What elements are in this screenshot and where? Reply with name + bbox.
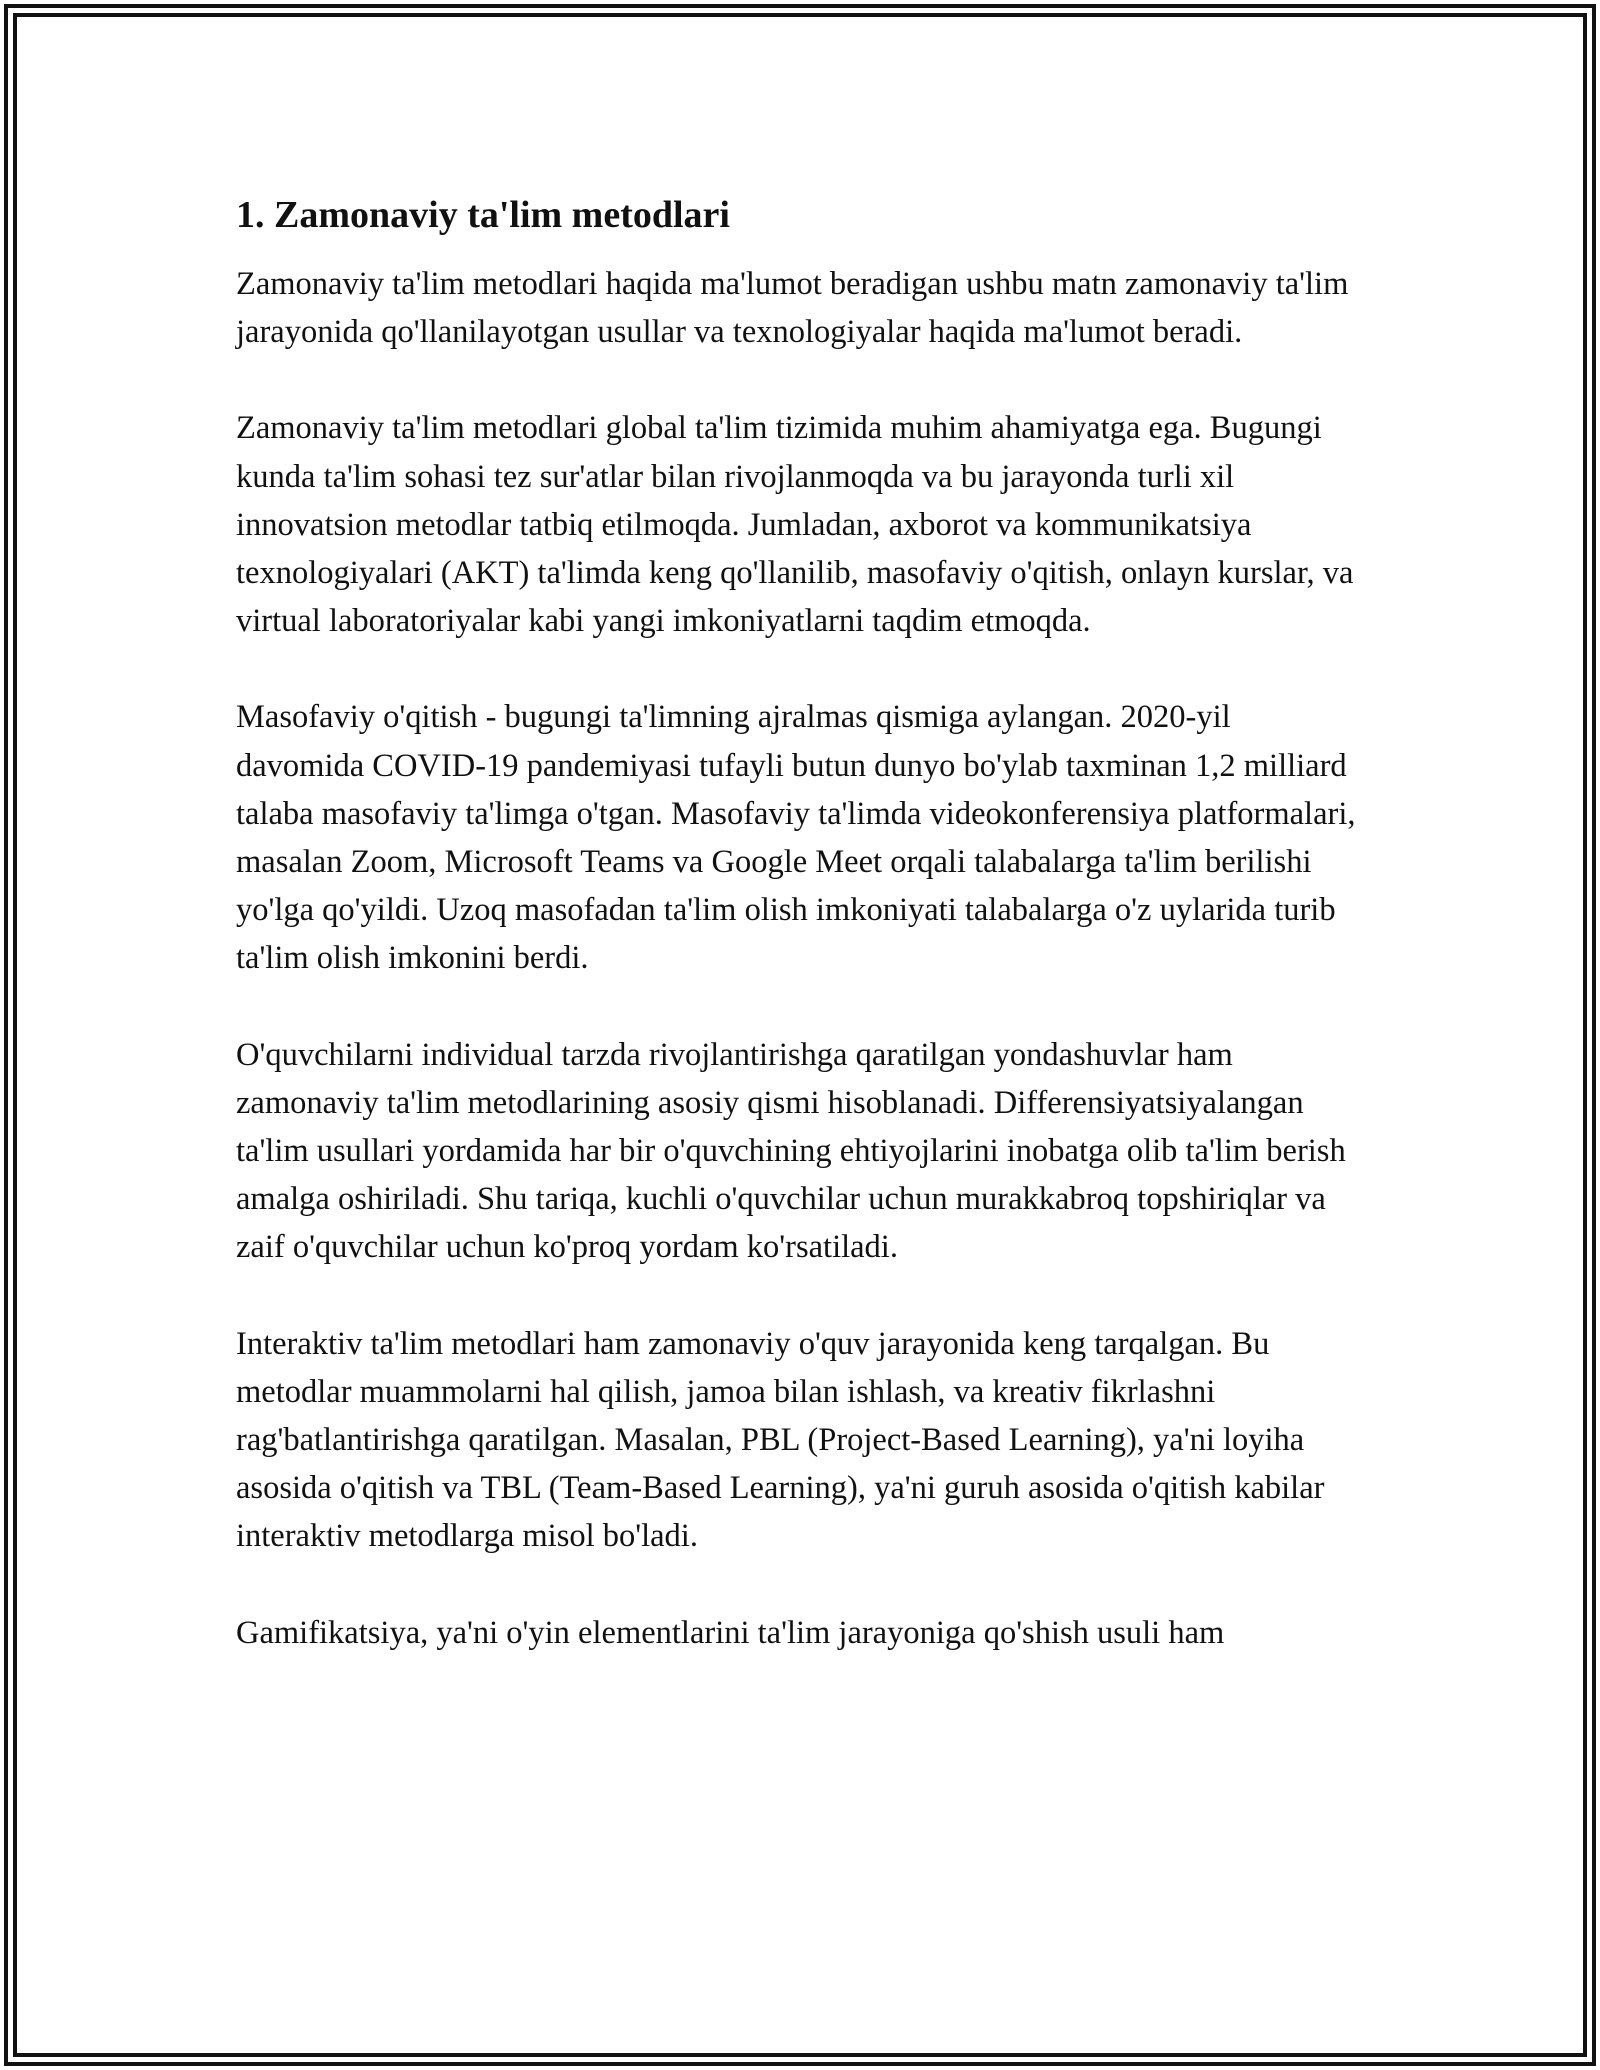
paragraph-intro: Zamonaviy ta'lim metodlari haqida ma'lumot beradigan ushbu matn zamonaviy ta'lim jarayonida qo'llanilayotgan usullar va texnologiyalar haqida ma'lumot beradi. [236,266,1349,351]
section-heading: 1. Zamonaviy ta'lim metodlari [236,194,730,236]
paragraph-distance-learning: Masofaviy o'qitish - bugungi ta'limning ajralmas qismiga aylangan. 2020-yil davomida COVID-19 pandemiyasi tufayli butun dunyo bo'ylab taxminan 1,2 milliard talaba masofaviy ta'limga o'tgan. Masofaviy ta'limda videokonferensiya platformalari, masalan Zoom, Microsoft Teams va Google Meet orqali talabalarga ta'lim berilishi yo'lga qo'yildi. Uzoq masofadan ta'lim olish imkoniyati talabalarga o'z uylarida turib ta'lim olish imkonini berdi. [236,699,1356,977]
document-body [236,188,1366,1657]
paragraph-gamification: Gamifikatsiya, ya'ni o'yin elementlarini ta'lim jarayoniga qo'shish usuli ham [236,1614,1225,1651]
paragraph-individual-approach: O'quvchilarni individual tarzda rivojlantirishga qaratilgan yondashuvlar ham zamonaviy ta'lim metodlarining asosiy qismi hisoblanadi. Differensiyatsiyalangan ta'lim usullari yordamida har bir o'quvchining ehtiyojlarini inobatga olib ta'lim berish amalga oshiriladi. Shu tariqa, kuchli o'quvchilar uchun murakkabroq topshiriqlar va zaif o'quvchilar uchun ko'proq yordam ko'rsatiladi. [236,1036,1346,1266]
paragraph-global-importance: Zamonaviy ta'lim metodlari global ta'lim tizimida muhim ahamiyatga ega. Bugungi kunda ta'lim sohasi tez sur'atlar bilan rivojlanmoqda va bu jarayonda turli xil innovatsion metodlar tatbiq etilmoqda. Jumladan, axborot va kommunikatsiya texnologiyalari (AKT) ta'limda keng qo'llanilib, masofaviy o'qitish, onlayn kurslar, va virtual laboratoriyalar kabi yangi imkoniyatlarni taqdim etmoqda. [236,410,1354,640]
paragraph-interactive-methods: Interaktiv ta'lim metodlari ham zamonaviy o'quv jarayonida keng tarqalgan. Bu metodlar muammolarni hal qilish, jamoa bilan ishlash, va kreativ fikrlashni rag'batlantirishga qaratilgan. Masalan, PBL (Project-Based Learning), ya'ni loyiha asosida o'qitish va TBL (Team-Based Learning), ya'ni guruh asosida o'qitish kabilar interaktiv metodlarga misol bo'ladi. [236,1325,1325,1555]
